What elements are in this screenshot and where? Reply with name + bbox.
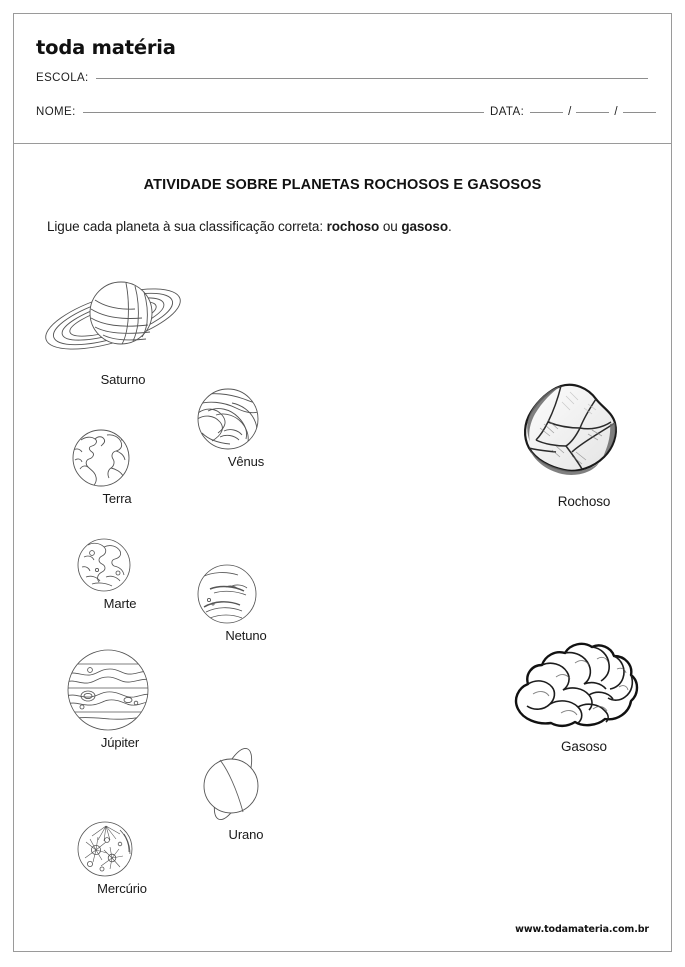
planet-label-marte: Marte [103,596,137,611]
date-month-blank[interactable] [576,111,609,113]
footer-url[interactable]: www.todamateria.com.br [515,924,649,935]
planet-label-netuno: Netuno [225,628,267,643]
planet-mars-icon [76,537,164,593]
planet-earth-icon [71,428,163,488]
category-item-gasoso[interactable] [509,639,659,754]
date-separator-1: / [568,106,572,118]
instruction-prefix: Ligue cada planeta à sua classificação correta: [47,219,327,234]
planet-item-netuno[interactable] [196,563,296,643]
brand-logo: toda matéria [36,36,176,59]
planet-mercury-icon [76,820,168,878]
planet-saturn-icon [38,269,208,369]
category-label-gasoso: Gasoso [561,739,607,754]
rock-icon [514,378,654,486]
worksheet-page [13,13,672,952]
planet-item-urano[interactable] [197,744,295,842]
worksheet-header [14,14,671,144]
date-field-label: DATA: [490,106,525,118]
planet-uranus-icon [197,744,295,824]
instruction-suffix: . [447,219,452,234]
planet-item-mercurio[interactable] [76,820,168,896]
planet-label-urano: Urano [228,827,264,842]
planet-venus-icon [196,387,296,451]
planet-jupiter-icon [66,648,174,732]
school-field-rule[interactable] [96,77,648,79]
planet-item-jupiter[interactable] [66,648,174,750]
instruction-term-rochoso: rochoso [326,219,380,234]
school-field-label: ESCOLA: [36,72,89,84]
cloud-icon [509,639,659,731]
instruction-conjunction: ou [379,219,402,234]
instruction-text [47,219,452,234]
planet-item-saturno[interactable] [38,269,208,387]
date-day-blank[interactable] [530,111,563,113]
planet-neptune-icon [196,563,296,625]
instruction-term-gasoso: gasoso [401,219,448,234]
planet-label-saturno: Saturno [100,372,146,387]
planet-item-marte[interactable] [76,537,164,611]
date-field[interactable] [484,106,656,118]
planet-label-jupiter: Júpiter [100,735,140,750]
date-year-blank[interactable] [623,111,656,113]
date-separator-2: / [614,106,618,118]
planet-label-terra: Terra [102,491,132,506]
category-label-rochoso: Rochoso [557,494,611,509]
planet-item-terra[interactable] [71,428,163,506]
planet-label-mercurio: Mercúrio [97,881,147,896]
planet-item-venus[interactable] [196,387,296,469]
name-field-label: NOME: [36,106,76,118]
category-item-rochoso[interactable] [514,378,654,509]
page-title: ATIVIDADE SOBRE PLANETAS ROCHOSOS E GASOSOS [143,177,542,193]
school-field[interactable] [36,72,648,84]
planet-label-venus: Vênus [227,454,265,469]
